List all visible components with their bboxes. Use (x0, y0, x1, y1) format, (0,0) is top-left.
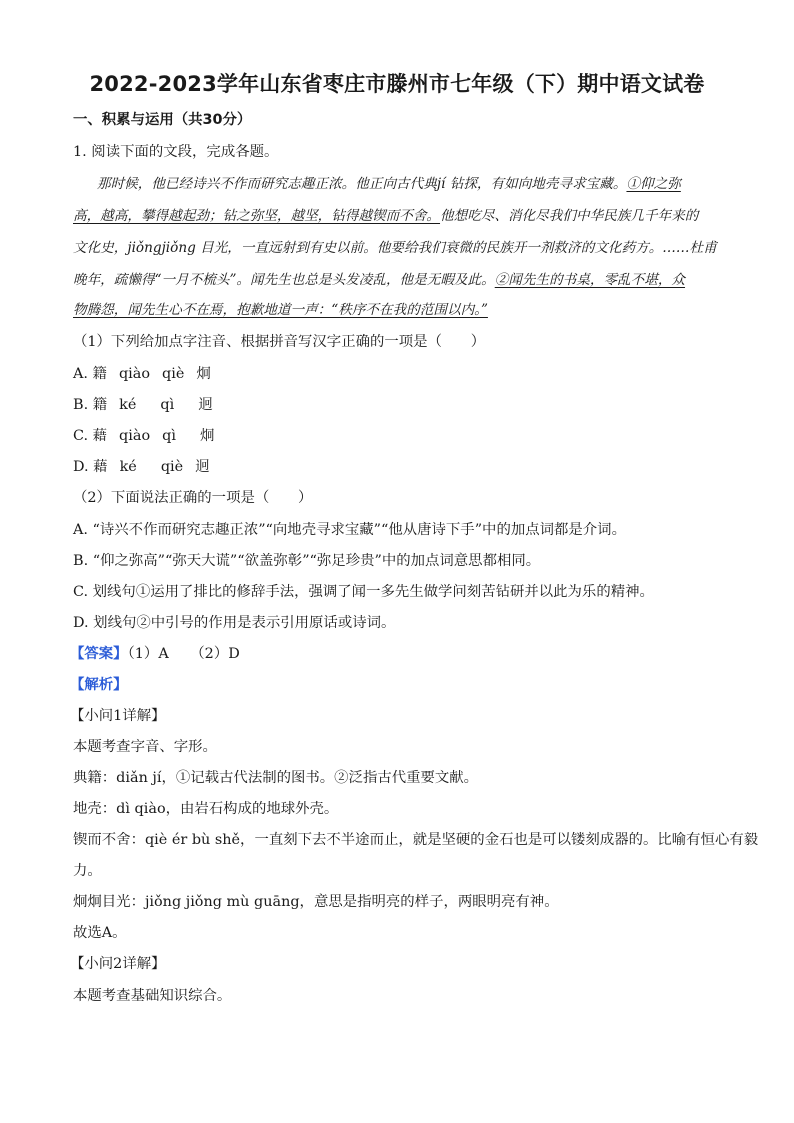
answer-text: （1）A （2）D (127, 646, 240, 662)
passage-line-4 (73, 268, 685, 288)
passage-text: 晚年，疏懒得“一月不梳头”。闻先生也总是头发凌乱，他是无暇及此。 (73, 272, 495, 288)
passage-line-1 (97, 172, 681, 192)
option-c: C. 藉 qiào qì 炯 (73, 428, 215, 444)
option-2c: C. 划线句①运用了排比的修辞手法，强调了闻一多先生做学问刻苦钻研并以此为乐的精神。 (73, 584, 654, 600)
detail-text: 典籍：diǎn jí，①记载古代法制的图书。②泛指古代重要文献。 (73, 770, 479, 786)
passage-text: 他想吃尽、消化尽我们中华民族几千年来的 (440, 208, 699, 224)
passage-text: 那时候，他已经诗兴不作而研究志趣正浓。他正向古代典jí 钻探，有如向地壳寻求宝藏。 (97, 176, 627, 192)
passage-line-2 (73, 204, 698, 224)
detail-text: 本题考查基础知识综合。 (73, 988, 232, 1004)
option-2a: A. “诗兴不作而研究志趣正浓”“向地壳寻求宝藏”“他从唐诗下手”中的加点词都是介词。 (73, 522, 626, 538)
section-heading: 一、积累与运用（共30分） (73, 112, 252, 128)
detail-text: 本题考查字音、字形。 (73, 739, 217, 755)
underlined-sentence-2-cont: 物腾怨，闻先生心不在焉，抱歉地道一声：“秩序不在我的范围以内。” (73, 302, 488, 318)
analysis-tag: 【解析】 (70, 677, 128, 693)
detail-2-heading: 【小问2详解】 (70, 956, 166, 972)
detail-text: 锲而不舍：qiè ér bù shě，一直刻下去不半途而止，就是坚硬的金石也是可以镂刻成器的。比喻有恒心有毅 (73, 832, 759, 848)
detail-text: 炯炯目光：jiǒng jiǒng mù guāng，意思是指明亮的样子，两眼明亮有神。 (73, 894, 559, 910)
underlined-sentence-2: ②闻先生的书桌，零乱不堪，众 (494, 272, 686, 288)
passage-line-3: 文化史，jiǒngjiǒng 目光，一直远射到有史以前。他要给我们衰微的民族开一剂救济的文化药方。……杜甫 (73, 240, 717, 256)
sub-question-2: （2）下面说法正确的一项是（ ） (73, 490, 313, 506)
answer-tag: 【答案】 (70, 646, 128, 662)
detail-text: 力。 (73, 863, 102, 879)
detail-text: 故选A。 (73, 925, 127, 941)
detail-1-heading: 【小问1详解】 (70, 708, 166, 724)
underlined-sentence-1-cont: 高，越高，攀得越起劲；钻之弥坚，越坚，钻得越锲而不舍。 (73, 208, 441, 224)
option-a: A. 籍 qiào qiè 炯 (73, 366, 211, 382)
option-d: D. 藉 ké qiè 迥 (73, 459, 210, 475)
option-2d: D. 划线句②中引号的作用是表示引用原话或诗词。 (73, 615, 396, 631)
option-b: B. 籍 ké qì 迥 (73, 397, 213, 413)
page-title: 2022-2023学年山东省枣庄市滕州市七年级（下）期中语文试卷 (89, 72, 705, 96)
detail-text: 地壳：dì qiào，由岩石构成的地球外壳。 (73, 801, 339, 817)
answer-line (70, 642, 240, 663)
underlined-sentence-1: ①仰之弥 (626, 176, 681, 192)
sub-question-1: （1）下列给加点字注音、根据拼音写汉字正确的一项是（ ） (73, 334, 486, 350)
option-2b: B. “仰之弥高”“弥天大谎”“欲盖弥彰”“弥足珍贵”中的加点词意思都相同。 (73, 553, 541, 569)
question-1-prompt: 1. 阅读下面的文段，完成各题。 (73, 144, 279, 160)
